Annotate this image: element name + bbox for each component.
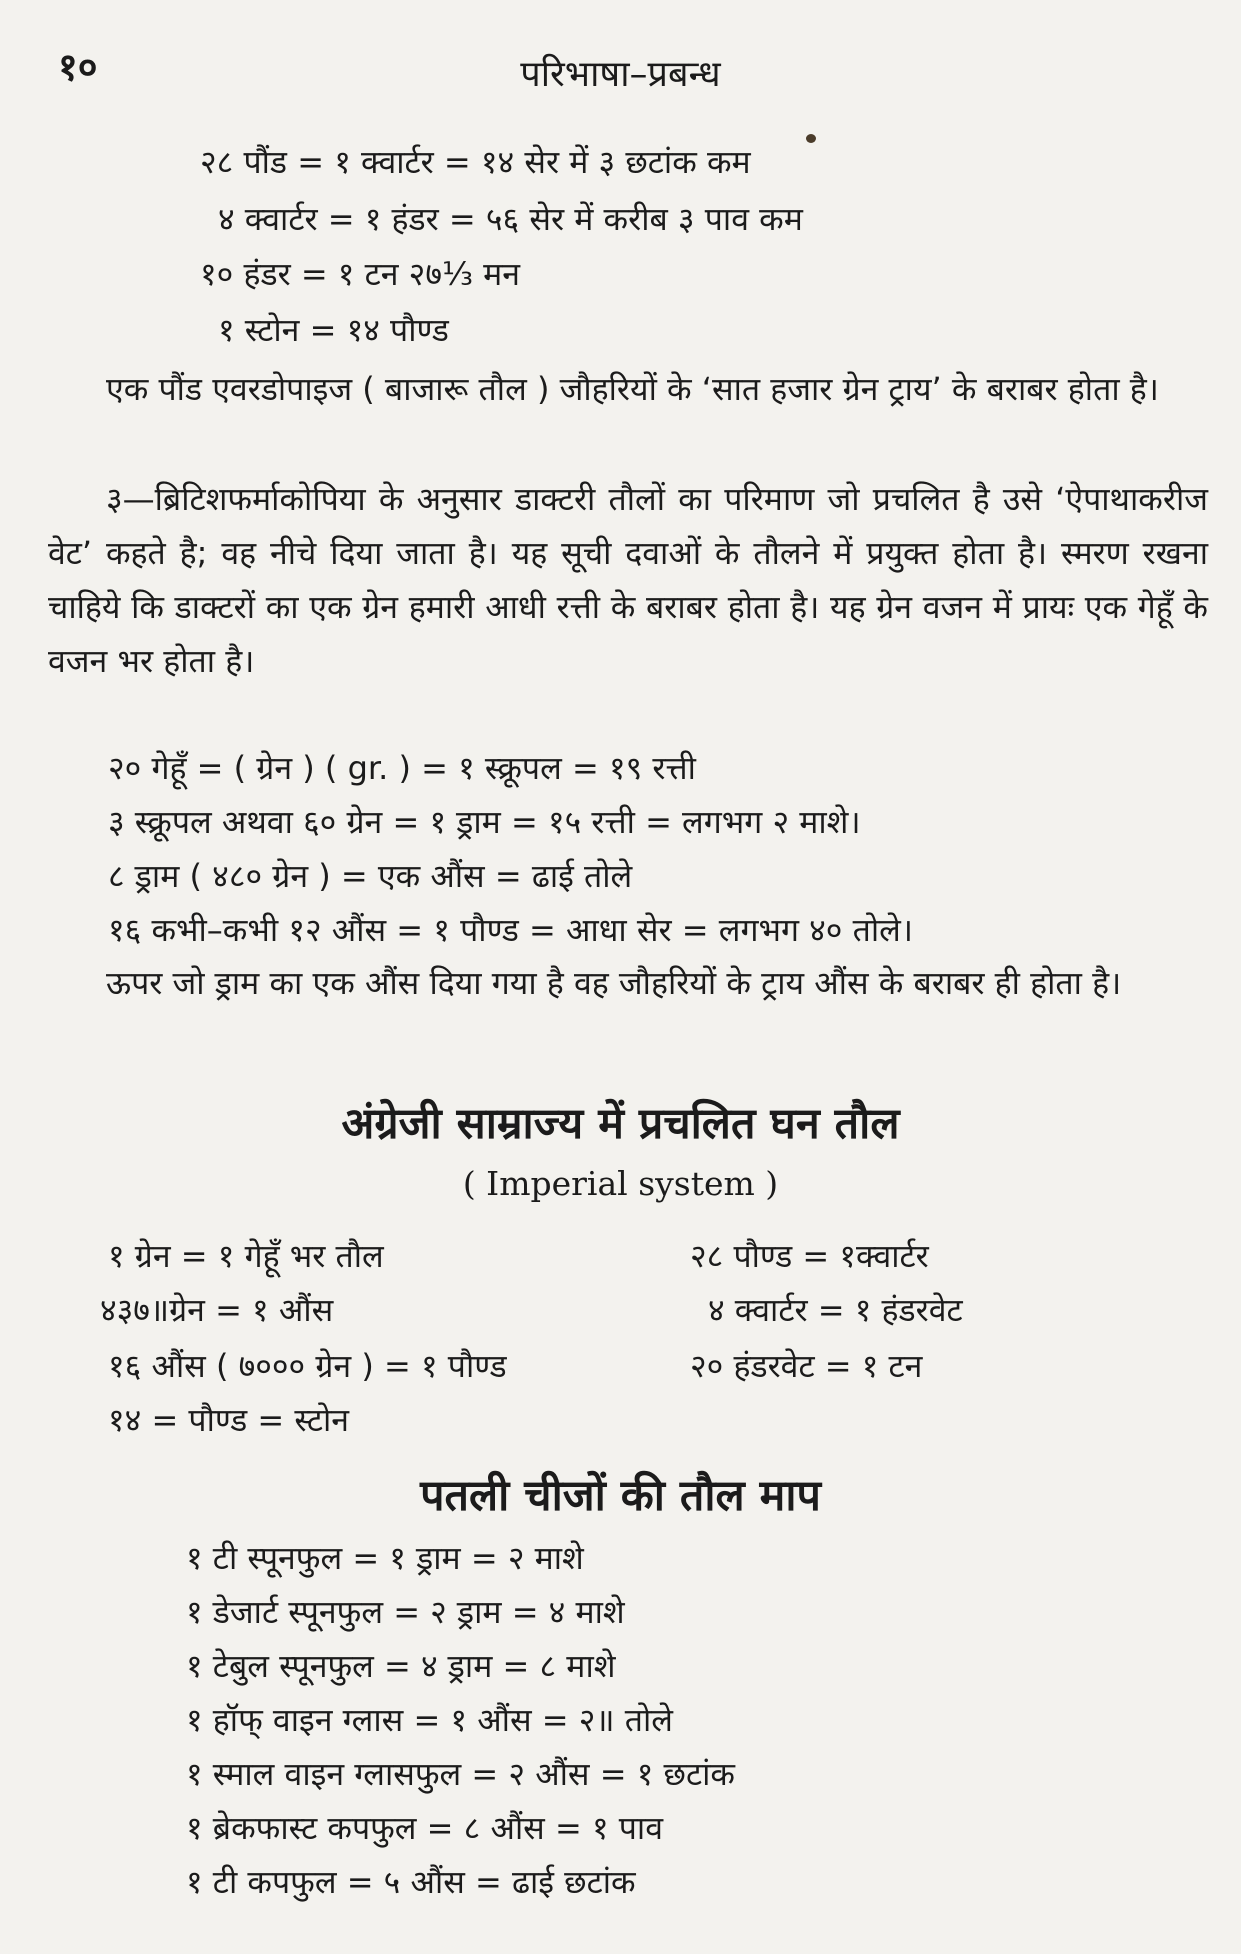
page-number: १०	[58, 45, 98, 89]
liquid-heading: पतली चीजों की तौल माप	[420, 1471, 821, 1521]
imperial-left-line: ४३७॥ग्रेन = १ औंस	[100, 1291, 334, 1329]
liquid-line: १ टी स्पूनफुल = १ ड्राम = २ माशे	[186, 1539, 584, 1577]
liquid-line: १ टेबुल स्पूनफुल = ४ ड्राम = ८ माशे	[186, 1647, 616, 1685]
apothecary-line: २० गेहूँ = ( ग्रेन ) ( gr. ) = १ स्क्रूपल = १९ रत्ती	[108, 749, 696, 787]
liquid-line: १ टी कपफुल = ५ औंस = ढाई छटांक	[186, 1863, 636, 1901]
avoirdupois-line: ४ क्वार्टर = १ हंडर = ५६ सेर में करीब ३ पाव कम	[218, 200, 803, 238]
imperial-right-line: २० हंडरवेट = १ टन	[690, 1347, 923, 1385]
imperial-left-line: १६ औंस ( ७००० ग्रेन ) = १ पौण्ड	[108, 1347, 507, 1385]
avoirdupois-line: १ स्टोन = १४ पौण्ड	[218, 311, 449, 349]
apothecary-line: ३ स्क्रूपल अथवा ६० ग्रेन = १ ड्राम = १५ रत्ती = लगभग २ माशे।	[108, 803, 861, 841]
apothecary-line: ८ ड्राम ( ४८० ग्रेन ) = एक औंस = ढाई तोले	[108, 857, 633, 895]
imperial-left-line: १४ = पौण्ड = स्टोन	[108, 1401, 350, 1439]
liquid-line: १ ब्रेकफास्ट कपफुल = ८ औंस = १ पाव	[186, 1809, 664, 1847]
paragraph-dram-note: ऊपर जो ड्राम का एक औंस दिया गया है वह जौहरियों के ट्राय औंस के बराबर ही होता है।	[106, 964, 1122, 1002]
apothecary-line: १६ कभी–कभी १२ औंस = १ पौण्ड = आधा सेर = लगभग ४० तोले।	[108, 911, 913, 949]
paragraph-pound: एक पौंड एवरडोपाइज ( बाजारू तौल ) जौहरियों के ‘सात हजार ग्रेन ट्राय’ के बराबर होता है।	[106, 370, 1159, 408]
liquid-line: १ स्माल वाइन ग्लासफुल = २ औंस = १ छटांक	[186, 1755, 735, 1793]
liquid-line: १ हॉफ् वाइन ग्लास = १ औंस = २॥ तोले	[186, 1701, 673, 1739]
liquid-line: १ डेजार्ट स्पूनफुल = २ ड्राम = ४ माशे	[186, 1593, 625, 1631]
imperial-heading: अंग्रेजी साम्राज्य में प्रचलित घन तौल	[341, 1099, 900, 1149]
imperial-subheading: ( Imperial system )	[462, 1164, 779, 1203]
imperial-right-line: २८ पौण्ड = १क्वार्टर	[690, 1237, 929, 1275]
imperial-left-line: १ ग्रेन = १ गेहूँ भर तौल	[108, 1237, 384, 1275]
running-title: परिभाषा–प्रबन्ध	[520, 54, 721, 95]
imperial-right-line: ४ क्वार्टर = १ हंडरवेट	[708, 1291, 963, 1329]
ink-spot	[806, 134, 816, 143]
paragraph-pharmacopoeia: ३—ब्रिटिशफर्माकोपिया के अनुसार डाक्टरी तौलों का परिमाण जो प्रचलित है उसे ‘ऐपाथाकरीज वेट’ कहते है; वह नीचे दिया जाता है। यह सूची दवाओं के तौलने में प्रयुक्त होता है। स्मरण रखना चाहिये कि डाक्टरों का एक ग्रेन हमारी आधी रत्ती के बराबर होता है। यह ग्रेन वजन में प्रायः एक गेहूँ के वजन भर होता है।	[48, 480, 1208, 680]
avoirdupois-line: १० हंडर = १ टन २७⅓ मन	[200, 255, 521, 293]
avoirdupois-line: २८ पौंड = १ क्वार्टर = १४ सेर में ३ छटांक कम	[200, 143, 751, 181]
